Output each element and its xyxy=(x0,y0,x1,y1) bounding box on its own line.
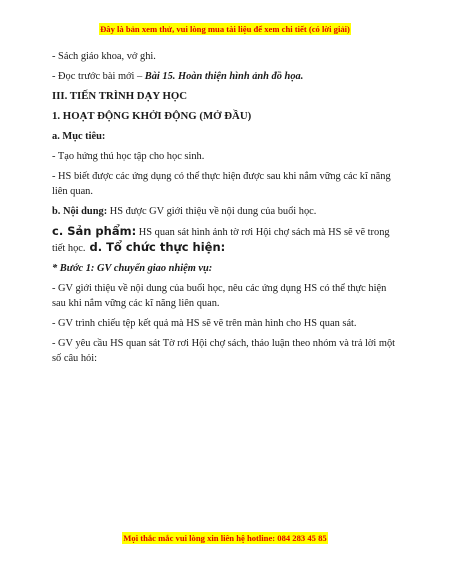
step-1-heading: * Bước 1: GV chuyển giao nhiệm vụ: xyxy=(52,263,213,274)
product-text: HS quan sát hình ảnh tờ rơi Hội chợ sách mà HS sẽ vẽ trong tiết học. xyxy=(52,227,390,254)
product-label: c. Sản phẩm: xyxy=(52,224,137,238)
lesson-title: Bài 15. Hoàn thiện hình ảnh đồ họa. xyxy=(144,71,304,82)
objective-item-1: - Tạo hứng thú học tập cho học sinh. xyxy=(52,151,205,162)
hotline-banner-text: Mọi thắc mắc vui lòng xin liên hệ hotline: 084 283 45 85 xyxy=(123,533,327,543)
step-1-item-3: - GV yêu cầu HS quan sát Tờ rơi Hội chợ sách, thảo luận theo nhóm và trả lời một số câu hỏi: xyxy=(52,338,396,364)
content-text: HS được GV giới thiệu về nội dung của buổi học. xyxy=(107,206,317,217)
line-read-lesson xyxy=(52,69,402,84)
document-body xyxy=(52,49,402,371)
hotline-banner xyxy=(0,533,450,543)
product-line xyxy=(52,224,402,256)
preview-banner xyxy=(0,24,450,34)
section-1-heading: 1. HOẠT ĐỘNG KHỞI ĐỘNG (MỞ ĐẦU) xyxy=(52,110,252,122)
step-1-item-2: - GV trình chiếu tệp kết quả mà HS sẽ vẽ trên màn hình cho HS quan sát. xyxy=(52,318,357,329)
line-textbook: - Sách giáo khoa, vở ghi. xyxy=(52,51,156,62)
section-iii-heading: III. TIẾN TRÌNH DẠY HỌC xyxy=(52,90,188,102)
objective-label: a. Mục tiêu: xyxy=(52,131,106,142)
step-1-item-1: - GV giới thiệu về nội dung của buổi học, nêu các ứng dụng HS có thể thực hiện sau khi nắm vững các kĩ năng liên quan. xyxy=(52,283,387,309)
organization-label: d. Tổ chức thực hiện: xyxy=(85,240,226,254)
content-label: b. Nội dung: xyxy=(52,206,108,217)
objective-item-2: - HS biết được các ứng dụng có thể thực hiện được sau khi nắm vững các kĩ năng liên quan. xyxy=(52,171,391,197)
read-lesson-prefix: - Đọc trước bài mới – xyxy=(52,71,145,82)
preview-banner-text: Đây là bản xem thử, vui lòng mua tài liệu để xem chi tiết (có lời giải) xyxy=(100,24,350,34)
content-line xyxy=(52,204,402,219)
